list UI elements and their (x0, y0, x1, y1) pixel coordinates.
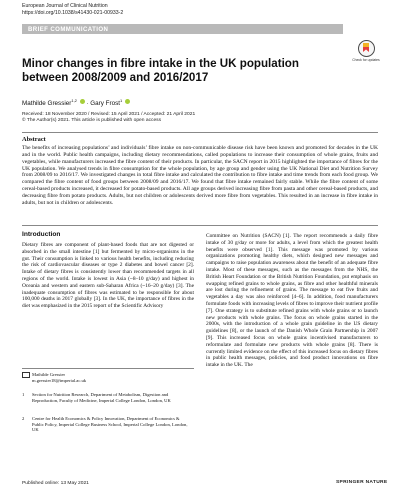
author-affiliation-sup: 1,2 (71, 98, 77, 103)
check-for-updates-label: Check for updates (352, 58, 380, 62)
orcid-icon[interactable] (80, 99, 85, 104)
author-list (22, 97, 130, 108)
corresponding-author (22, 372, 87, 383)
author-name[interactable]: Mathilde Gressier (22, 100, 72, 108)
introduction-column-left (22, 242, 194, 311)
received-dates: Received: 18 November 2020 / Revised: 15 April 2021 / Accepted: 21 April 2021 (22, 112, 196, 117)
introduction-paragraph: Dietary fibres are component of plant-based foods that are not digested or absorbed in the small intestine [1] but fermented by micro-organisms in the gut. Their consumption is linked to various health benefits, including reducing the risk of cardiovascular diseases or type 2 diabetes and bowel cancer [2]. Intake of dietary fibres is consistently lower than recommended targets in all regions of the world. Intake is lowest in Asia (~8–10 g/day) and highest in Oceania and western and eastern sub-Saharan Africa (~16–20 g/day) [3]. The inadequate consumption of fibres was estimated to be responsible for about 100,000 deaths in 2017 globally [3]. In the UK, the importance of fibres in the diet was emphasized in the 2015 report of the Scientific Advisory (22, 242, 194, 310)
introduction-paragraph: Committee on Nutrition (SACN) [1]. The report recommends a daily fibre intake of 30 g/day or more for adults, a level from which the greatest health benefits were observed [1]. This message was promoted by various organizations promoting healthy diets, which designed new messages and campaigns to raise population awareness about the benefit of an adequate fibre intake. Most of these messages, such as the messages from the NHS, the British Heart Foundation or the British Nutrition Foundation, put emphasis on swapping refined grains to whole grains, as fibre and other healthful minerals are lost during the refinement of grains. The message to eat five fruits and vegetables a day was also reinforced [4–6]. In addition, food manufacturers formulate foods with increasing levels of fibres to improve their nutrient profile [7]. One strategy is to substitute refined grains with whole grains or to launch new products with whole grains. The focus on whole grains started in the 2000s, with the introduction of a whole grain guideline in the US dietary guidelines [8], or the launch of the Danish Whole Grain Partnership in 2007 [9]. This increased focus on whole grains incentivised manufacturers to reformulate and formulate new products with whole grains [8]. There is currently limited evidence on the effect of this increased focus on dietary fibres in public health messages, policies, and food product innovations on fibre intake in the UK. The (206, 233, 378, 369)
divider (22, 132, 378, 133)
envelope-icon (22, 372, 30, 378)
article-type-banner (22, 24, 343, 34)
affiliation-number: 2 (22, 416, 25, 421)
author-affiliation-sup: 1 (120, 98, 123, 103)
journal-name: European Journal of Clinical Nutrition (22, 3, 108, 9)
article-title: Minor changes in fibre intake in the UK population between 2008/2009 and 2016/2017 (22, 57, 299, 84)
corresponding-author-name: Mathilde Gressier (32, 372, 66, 377)
affiliation-text: Section for Nutrition Research, Department of Metabolism, Digestion and Reproduction, Faculty of Medicine, Imperial College London, London, UK (32, 392, 171, 403)
article-type-label: BRIEF COMMUNICATION (28, 25, 109, 33)
introduction-heading: Introduction (22, 231, 61, 238)
abstract-heading: Abstract (22, 136, 46, 143)
footnote-divider (22, 368, 194, 369)
abstract-text: The benefits of increasing populations’ and individuals’ fibre intake on non-communicable disease risk have been known and promoted for decades in the UK and in the world. Public health campaigns, including dietary recommendations, called populations to increase their consumption of whole grains, fruits and vegetables, while manufacturers increased the fibre content of their products. In particular, the SACN report in 2015 highlighted the importance of fibres for the UK population. We analysed trends in fibre consumption for the whole population, by age group and gender using the UK National Diet and Nutrition Survey from 2008/09 to 2016/17. We investigated changes in total fibre intake and calculated the contribution to fibre intake and time trends from each food group. We compared the fibre content of food groups between 2008/09 and 2016/17. We found that fibre intake remained fairly stable. While the fibre content of some cereal-based products increased, it decreased for potato-based products. All age groups derived increasing fibre from pasta and other cereal-based products, and decreasing fibre from potato products. Adults, but not children or adolescents derived more fibre from vegetables. This resulted in an increase in fibre intake in adults, but not in children or adolescents. (22, 145, 378, 206)
published-online-date: Published online: 13 May 2021 (22, 481, 89, 486)
divider (22, 225, 378, 226)
doi-link[interactable]: https://doi.org/10.1038/s41430-021-00933-2 (22, 10, 124, 16)
introduction-column-right (206, 233, 378, 495)
article-dates (22, 112, 195, 125)
affiliation-number: 1 (22, 392, 25, 397)
check-for-updates-button[interactable] (352, 40, 380, 62)
copyright-notice: © The Author(s) 2021. This article is published with open access (22, 118, 162, 124)
bookmark-icon (362, 43, 370, 52)
publisher-logo: SPRINGER NATURE (336, 480, 388, 485)
author-separator: · (86, 100, 91, 108)
affiliation-text: Centre for Health Economics & Policy Innovation, Department of Economics & Public Policy, Imperial College Business School, Imperial College London, London, UK (32, 416, 188, 433)
author-name[interactable]: Gary Frost (90, 100, 121, 108)
orcid-icon[interactable] (125, 99, 130, 104)
corresponding-author-email[interactable]: m.gressier18@imperial.ac.uk (32, 378, 87, 383)
